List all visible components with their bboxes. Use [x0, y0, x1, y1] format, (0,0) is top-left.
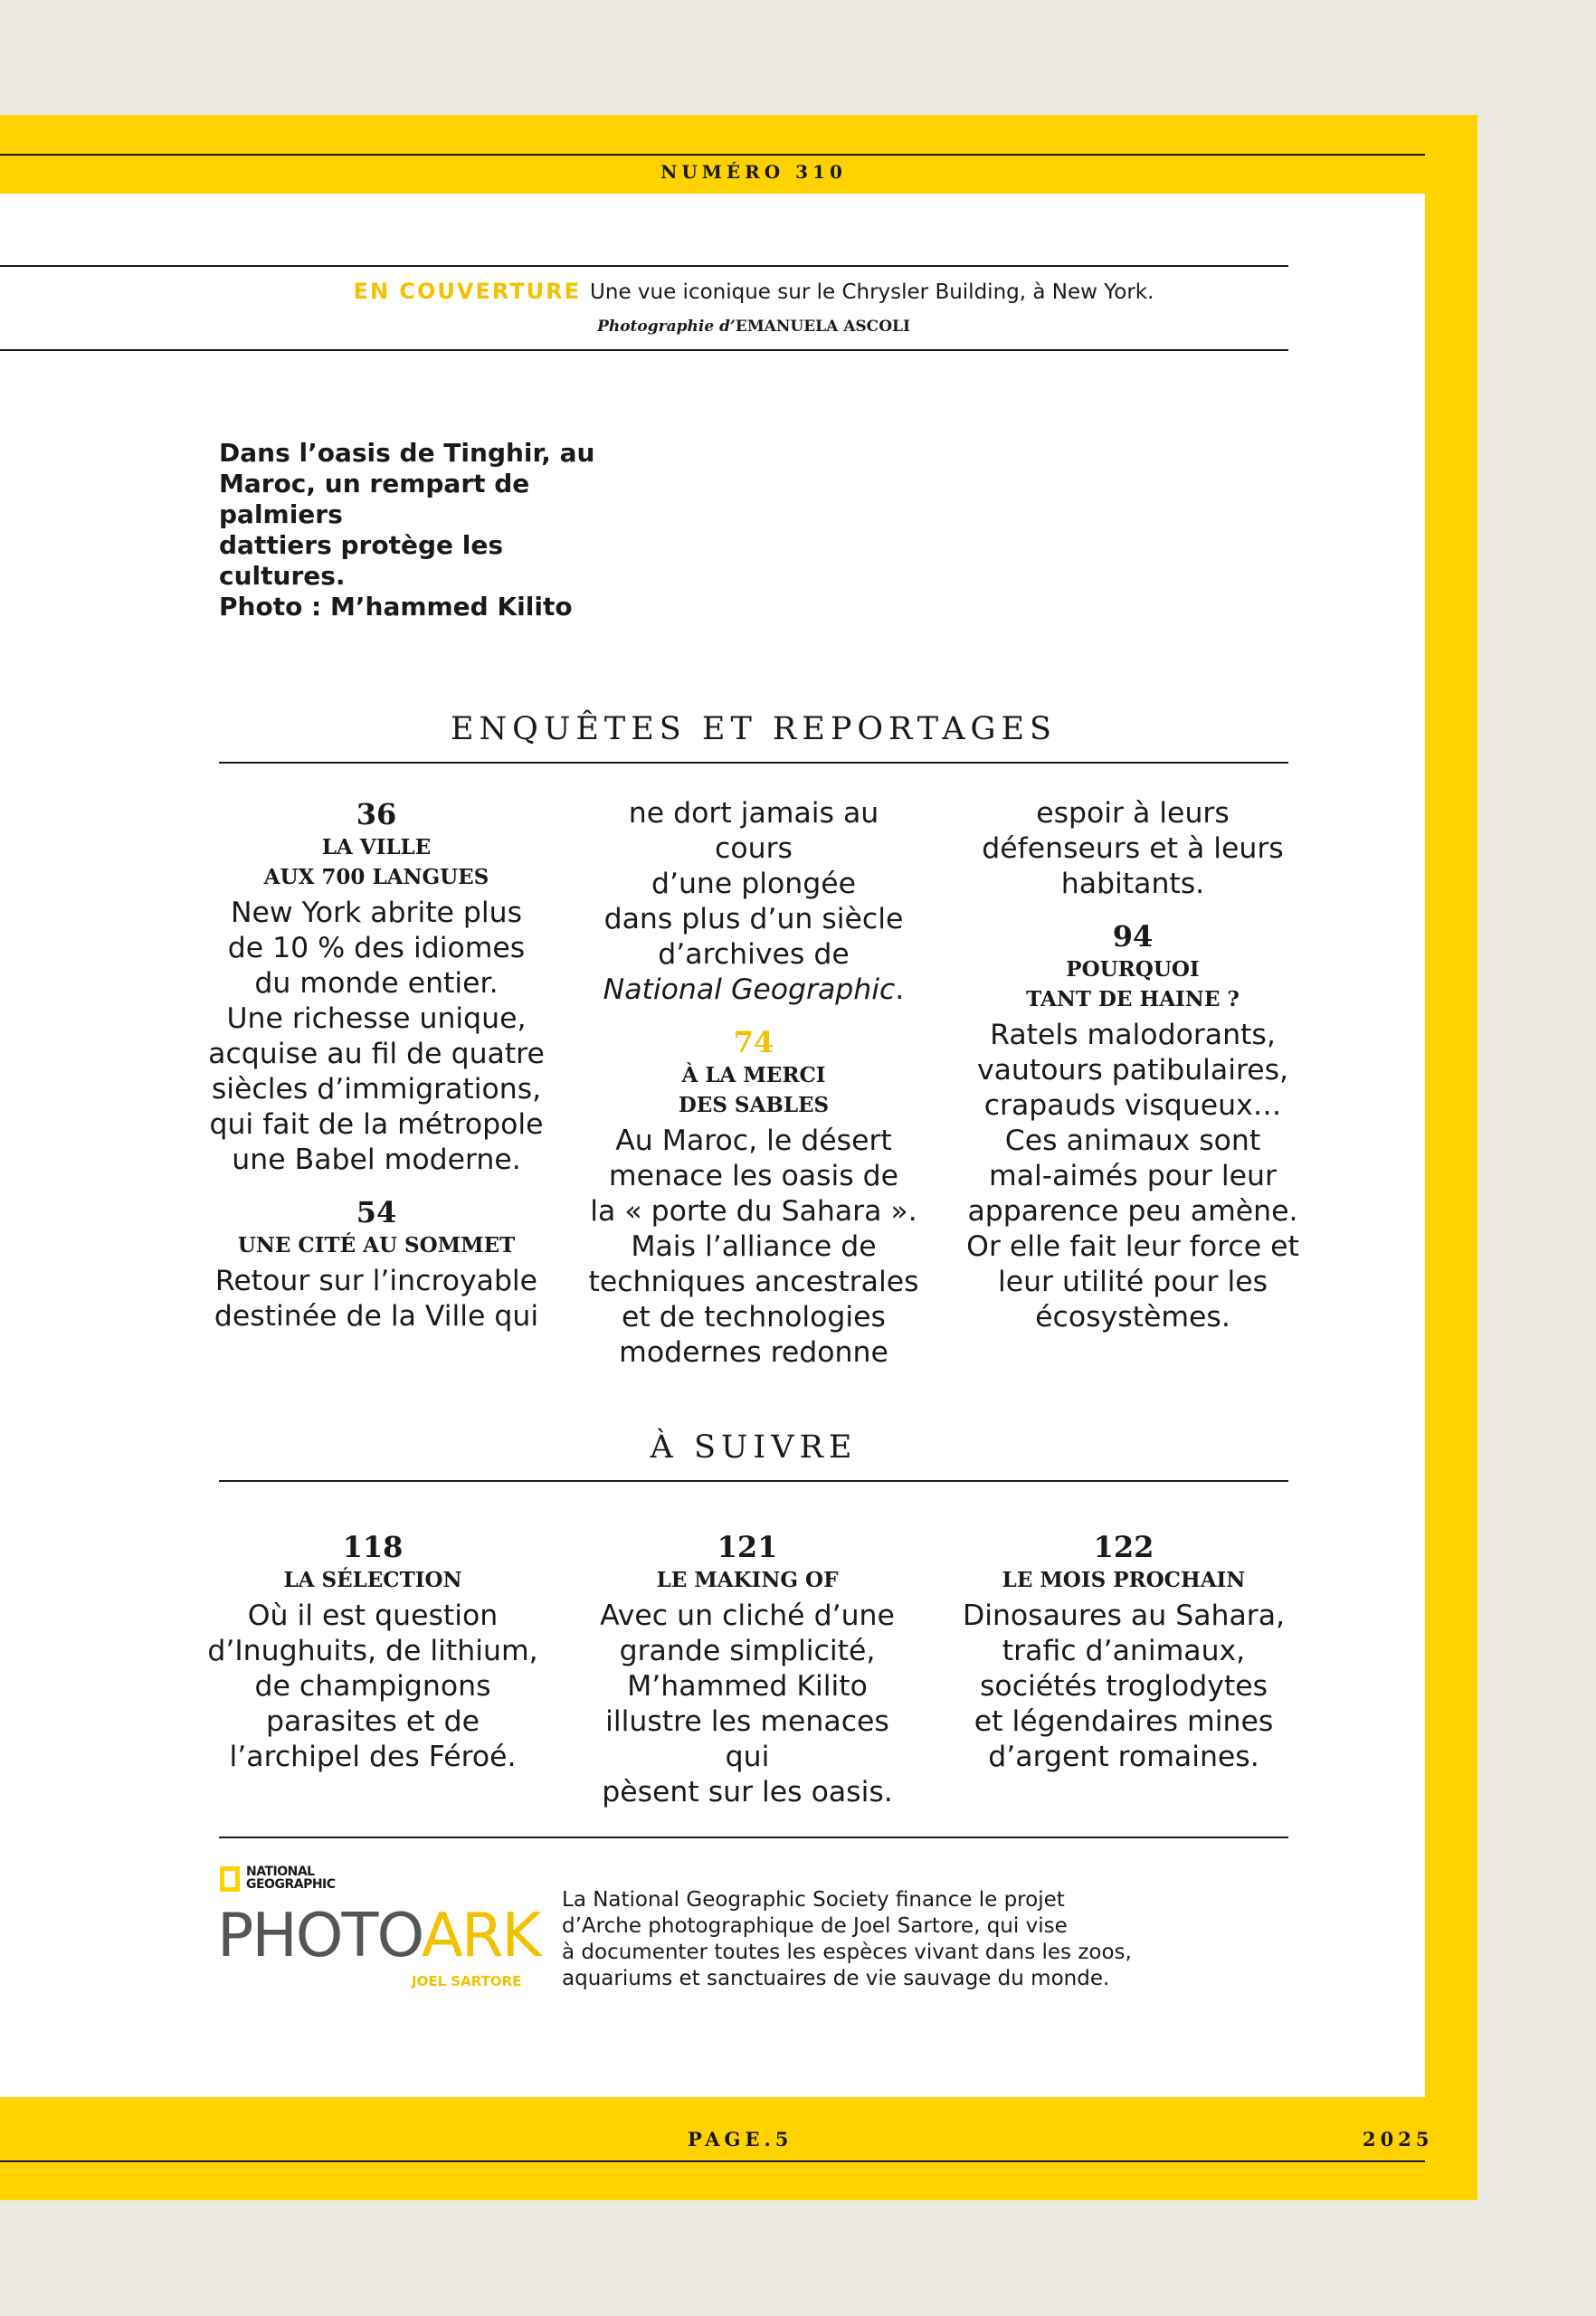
section-title-suivre: À SUIVRE: [650, 1429, 858, 1466]
enquetes-column-1: [208, 796, 545, 1334]
section-rule: [219, 1480, 1288, 1482]
caption-line: Photo : M’hammed Kilito: [219, 592, 573, 622]
body-line: l’archipel des Féroé.: [229, 1741, 517, 1773]
title-line: AUX 700 LANGUES: [263, 865, 489, 889]
body-line: écosystèmes.: [1035, 1301, 1230, 1334]
article-body: [964, 1018, 1301, 1335]
body-line: de champignons: [254, 1670, 491, 1703]
description-line: aquariums et sanctuaires de vie sauvage du monde.: [562, 1967, 1110, 1990]
enquetes-column-2: [585, 796, 922, 1371]
body-line: la « porte du Sahara ».: [590, 1195, 917, 1228]
cover-credit: [219, 318, 1288, 336]
header-rule: [0, 154, 1425, 156]
article-title: LE MAKING OF: [656, 1568, 839, 1592]
body-line: vautours patibulaires,: [976, 1054, 1289, 1087]
title-line: DES SABLES: [678, 1093, 830, 1117]
page-number: 36: [356, 797, 397, 831]
body-line: Où il est question: [247, 1599, 499, 1632]
body-line: Mais l’alliance de: [631, 1230, 877, 1263]
cover-bottom-rule: [0, 349, 1288, 351]
body-line: Avec un cliché d’une: [600, 1599, 895, 1632]
article-title: [585, 1060, 922, 1120]
body-line: d’une plongée: [651, 868, 857, 900]
photo-ark-description: [562, 1887, 1150, 1992]
body-line: M’hammed Kilito: [627, 1670, 868, 1703]
logo-line: NATIONAL: [246, 1865, 315, 1879]
cover-top-rule: [0, 265, 1288, 267]
body-line: grande simplicité,: [619, 1635, 876, 1667]
footer-rule: [219, 1837, 1288, 1838]
section-rule: [219, 762, 1288, 764]
enquetes-column-3: [964, 796, 1301, 1335]
title-line: À LA MERCI: [681, 1063, 826, 1087]
body-line: qui fait de la métropole: [209, 1108, 544, 1141]
body-line: ne dort jamais au cours: [628, 797, 879, 865]
page-number: 54: [356, 1195, 397, 1229]
logo-line: GEOGRAPHIC: [246, 1877, 336, 1892]
body-line: [585, 973, 922, 1008]
page-number: 94: [1112, 919, 1154, 954]
article-title: [208, 832, 545, 892]
punctuation: .: [895, 973, 905, 1006]
body-line: d’Inughuits, de lithium,: [207, 1635, 538, 1667]
description-line: à documenter toutes les espèces vivant dans les zoos,: [562, 1941, 1132, 1964]
body-line: leur utilité pour les: [997, 1266, 1268, 1298]
credit-name: EMANUELA ASCOLI: [735, 318, 910, 336]
body-line: sociétés troglodytes: [980, 1670, 1268, 1703]
cover-tag: EN COUVERTURE: [353, 279, 582, 304]
body-line: Dinosaures au Sahara,: [962, 1599, 1286, 1632]
body-line: modernes redonne: [619, 1336, 888, 1369]
body-line: espoir à leurs: [1036, 797, 1230, 830]
article-body-continued: [585, 796, 922, 1008]
article-body: [204, 1599, 541, 1775]
credit-prefix: Photographie d’: [597, 318, 736, 336]
national-geographic-wordmark: [246, 1865, 336, 1891]
body-line: et de technologies: [622, 1301, 886, 1334]
body-line: crapauds visqueux…: [983, 1089, 1282, 1122]
body-line: d’archives de: [658, 938, 850, 971]
body-line: habitants.: [1060, 868, 1205, 900]
body-line: techniques ancestrales: [588, 1266, 919, 1298]
cover-line: [219, 279, 1288, 304]
body-line: New York abrite plus: [230, 897, 523, 929]
title-line: LA VILLE: [321, 835, 432, 859]
body-line: trafic d’animaux,: [1002, 1635, 1246, 1667]
section-title-enquetes: ENQUÊTES ET REPORTAGES: [450, 711, 1057, 747]
body-line: de 10 % des idiomes: [227, 932, 526, 964]
body-line: Une richesse unique,: [226, 1002, 527, 1035]
body-line: Retour sur l’incroyable: [214, 1265, 538, 1297]
article-body: [579, 1599, 916, 1810]
body-line: pèsent sur les oasis.: [602, 1776, 893, 1808]
body-line: apparence peu amène.: [967, 1195, 1298, 1228]
article-body: [208, 896, 545, 1178]
body-line: parasites et de: [266, 1705, 480, 1738]
photo-ark-logo: [217, 1900, 540, 1970]
article-title: UNE CITÉ AU SOMMET: [237, 1233, 516, 1258]
body-line: du monde entier.: [254, 967, 499, 1000]
page-number: 122: [1093, 1530, 1154, 1564]
cover-text: Une vue iconique sur le Chrysler Building, à New York.: [590, 280, 1154, 304]
title-line: TANT DE HAINE ?: [1026, 987, 1240, 1011]
page-number: 121: [717, 1530, 778, 1564]
bottom-rule: [0, 2160, 1425, 2162]
photo-ark-byline: JOEL SARTORE: [412, 1973, 522, 1989]
page-number: 118: [342, 1530, 404, 1564]
issue-number: NUMÉRO 310: [660, 161, 847, 183]
title-line: POURQUOI: [1066, 957, 1200, 982]
body-line: illustre les menaces qui: [605, 1705, 889, 1773]
body-line: mal-aimés pour leur: [989, 1160, 1277, 1192]
page-number-footer: PAGE.5: [688, 2128, 793, 2150]
article-body: [208, 1264, 545, 1334]
body-line: destinée de la Ville qui: [214, 1300, 539, 1333]
suivre-item-3: [955, 1529, 1292, 1775]
caption-line: Dans l’oasis de Tinghir, au: [219, 438, 595, 468]
year: 2025: [1363, 2128, 1434, 2150]
body-line: Ces animaux sont: [1004, 1125, 1261, 1157]
magazine-name: National Geographic: [603, 973, 896, 1006]
article-body: [955, 1599, 1292, 1775]
national-geographic-logo-icon: [220, 1866, 240, 1892]
page-number: 74: [733, 1025, 774, 1059]
body-line: acquise au fil de quatre: [208, 1038, 545, 1070]
photo-caption: [219, 438, 635, 622]
body-line: et légendaires mines: [974, 1705, 1274, 1738]
body-line: d’argent romaines.: [988, 1741, 1259, 1773]
body-line: menace les oasis de: [608, 1160, 899, 1192]
body-line: Au Maroc, le désert: [615, 1125, 892, 1157]
body-line: une Babel moderne.: [232, 1144, 521, 1176]
description-line: d’Arche photographique de Joel Sartore, qui vise: [562, 1914, 1068, 1938]
description-line: La National Geographic Society finance le projet: [562, 1888, 1065, 1912]
photo-ark-part: ARK: [422, 1900, 540, 1970]
suivre-item-1: [204, 1529, 541, 1775]
body-line: Ratels malodorants,: [990, 1019, 1276, 1051]
article-title: LE MOIS PROCHAIN: [1002, 1568, 1246, 1592]
body-line: dans plus d’un siècle: [603, 903, 904, 935]
article-title: [964, 954, 1301, 1014]
body-line: siècles d’immigrations,: [211, 1073, 542, 1106]
article-title: LA SÉLECTION: [283, 1568, 462, 1592]
body-line: défenseurs et à leurs: [982, 832, 1284, 865]
caption-line: dattiers protège les cultures.: [219, 530, 504, 591]
body-line: Or elle fait leur force et: [966, 1230, 1299, 1263]
photo-ark-part: PHOTO: [217, 1900, 423, 1970]
article-body-continued: [964, 796, 1301, 902]
article-body: [585, 1124, 922, 1371]
suivre-item-2: [579, 1529, 916, 1810]
caption-line: Maroc, un rempart de palmiers: [219, 469, 530, 529]
